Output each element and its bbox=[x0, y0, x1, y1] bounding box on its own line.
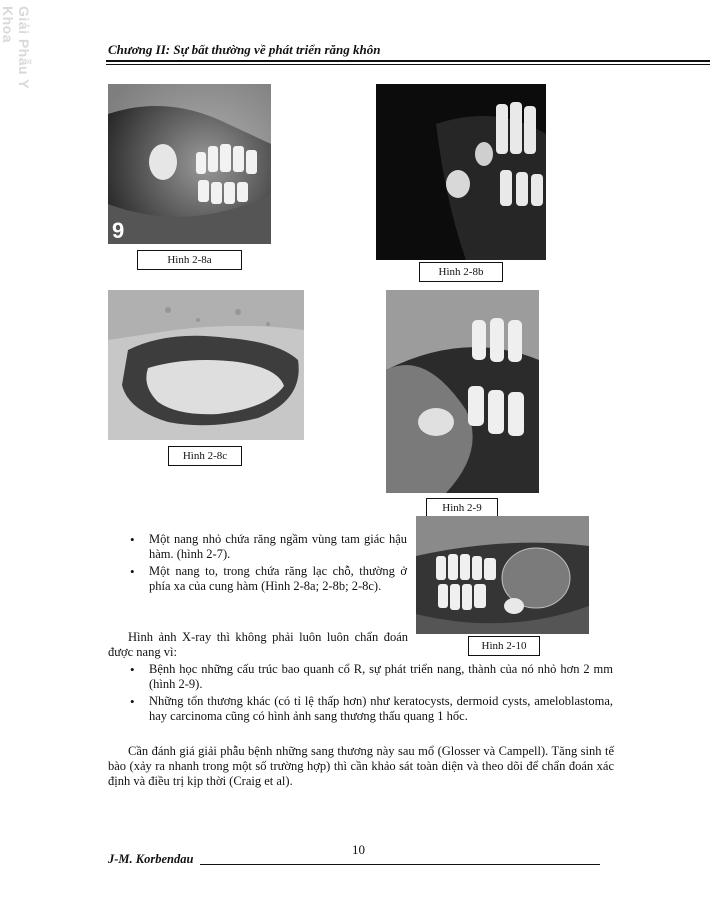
watermark: Giải Phẫu Y Khoa bbox=[0, 6, 32, 89]
paragraph-conclusion: Cần đánh giá giải phẫu bệnh những sang thương này sau mổ (Glosser và Campell). Tăng sinh tế bào (xảy ra nhanh trong một số trường hợp) thì cần khảo sát toàn diện và theo dõi để chẩn đoán xác định và điều trị kịp thời (Craig et al). bbox=[108, 744, 614, 788]
footer-rule bbox=[200, 864, 600, 865]
xray-image-2-10 bbox=[416, 516, 589, 634]
list-item: • Những tổn thương khác (có tỉ lệ thấp hơn) như keratocysts, dermoid cysts, ameloblastoma, hay carcinoma cũng có hình ảnh sang thương thấu quang 1 hốc. bbox=[127, 694, 613, 724]
chapter-header: Chương II: Sự bất thường về phát triển răng khôn bbox=[108, 42, 381, 57]
caption-2-9: Hình 2-9 bbox=[426, 498, 498, 518]
header-rule-thin bbox=[106, 64, 710, 65]
footer-author: J-M. Korbendau bbox=[108, 852, 194, 866]
caption-2-10: Hình 2-10 bbox=[468, 636, 540, 656]
xray-image-2-8b bbox=[376, 84, 546, 260]
list-item: • Một nang nhỏ chứa răng ngầm vùng tam giác hậu hàm. (hình 2-7). bbox=[127, 532, 407, 562]
caption-2-8c: Hình 2-8c bbox=[168, 446, 242, 466]
page-number: 10 bbox=[352, 842, 365, 857]
caption-2-8b: Hình 2-8b bbox=[419, 262, 503, 282]
header-rule bbox=[106, 60, 710, 62]
list-item: • Bệnh học những cấu trúc bao quanh cổ R, sự phát triển nang, thành của nó nhỏ hơn 2 mm (hình 2-9). bbox=[127, 662, 613, 692]
caption-2-8a: Hình 2-8a bbox=[137, 250, 242, 270]
bullet-list-cyst-types bbox=[127, 532, 407, 596]
bullet-list-reasons bbox=[127, 662, 613, 726]
xray-image-2-9 bbox=[386, 290, 539, 493]
specimen-image-2-8c bbox=[108, 290, 304, 440]
svg-text:9: 9 bbox=[112, 218, 125, 243]
xray-image-2-8a bbox=[108, 84, 271, 244]
list-item: • Một nang to, trong chứa răng lạc chỗ, thường ở phía xa của cung hàm (Hình 2-8a; 2-8b; 2-8c). bbox=[127, 564, 407, 594]
paragraph-xray-diagnosis: Hình ảnh X-ray thì không phải luôn luôn chẩn đoán được nang vì: bbox=[108, 630, 408, 659]
